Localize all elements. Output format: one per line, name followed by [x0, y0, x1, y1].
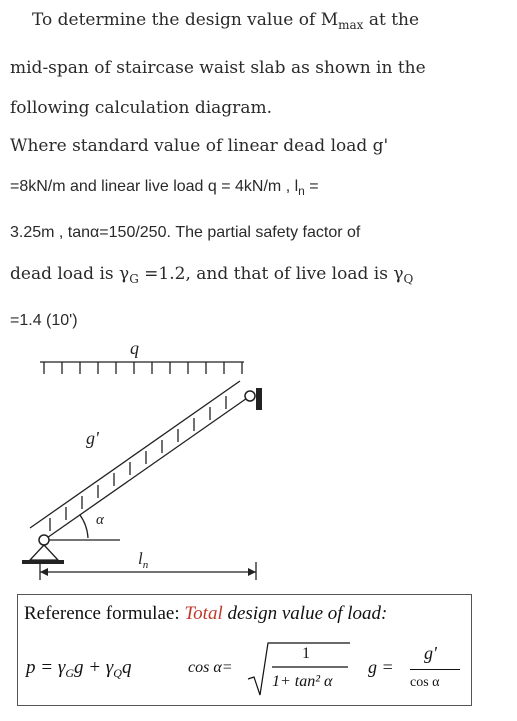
subscript: G: [65, 666, 74, 680]
text: at the: [363, 10, 420, 30]
label-g-prime: g': [86, 428, 99, 448]
denominator: cos α: [410, 675, 440, 690]
formula-g-fraction: [406, 643, 466, 699]
formula-cos-alpha: [188, 659, 233, 677]
subscript: Q: [113, 666, 122, 680]
numerator: g': [424, 643, 437, 663]
text: p = γ: [26, 657, 66, 678]
problem-line-3: following calculation diagram.: [10, 98, 272, 118]
text: =1.2, and that of live load is γ: [138, 264, 404, 284]
text: g + γ: [73, 657, 114, 678]
label-q: q: [130, 338, 139, 358]
right-roller-support: [245, 388, 262, 410]
fraction-bar: [410, 669, 460, 670]
slab-edge: [30, 381, 240, 528]
problem-line-4: Where standard value of linear dead load g': [10, 136, 389, 156]
denominator: 1+ tan² α: [272, 673, 333, 690]
problem-line-8: =1.4 (10'): [10, 312, 78, 329]
text: =: [304, 178, 319, 195]
reference-title: [24, 603, 387, 625]
g-load-arrows: [50, 396, 226, 531]
problem-line-6: 3.25m , tanα=150/250. The partial safety factor of: [10, 224, 361, 241]
text: dead load is γ: [10, 264, 130, 284]
text: q: [121, 657, 132, 678]
formula-p: [26, 657, 131, 681]
formula-cos-fraction: [244, 639, 354, 699]
angle-arc: [80, 515, 88, 538]
text: =8kN/m and linear live load q = 4kN/m , l: [10, 178, 299, 195]
text: design value of load:: [222, 603, 388, 624]
highlight: Total: [184, 603, 223, 624]
label-alpha: α: [96, 512, 104, 528]
text: g =: [368, 657, 394, 677]
text: To determine the design value of M: [32, 10, 339, 30]
reference-formulae-box: [17, 594, 472, 706]
numerator: 1: [302, 645, 310, 662]
subscript: G: [129, 272, 139, 286]
label-ln-sub: n: [142, 559, 149, 571]
subscript: Q: [403, 272, 414, 286]
label-ln-main: l: [138, 549, 143, 568]
label-ln: [138, 549, 149, 571]
text: Reference formulae:: [24, 603, 185, 624]
slab-centerline: [44, 396, 250, 540]
subscript: max: [338, 18, 364, 32]
subscript: n: [298, 184, 305, 198]
problem-line-2: mid-span of staircase waist slab as shown in the: [10, 58, 426, 78]
q-load-arrows: [44, 362, 242, 374]
formula-g: [368, 657, 394, 678]
text: cos α=: [188, 659, 233, 676]
